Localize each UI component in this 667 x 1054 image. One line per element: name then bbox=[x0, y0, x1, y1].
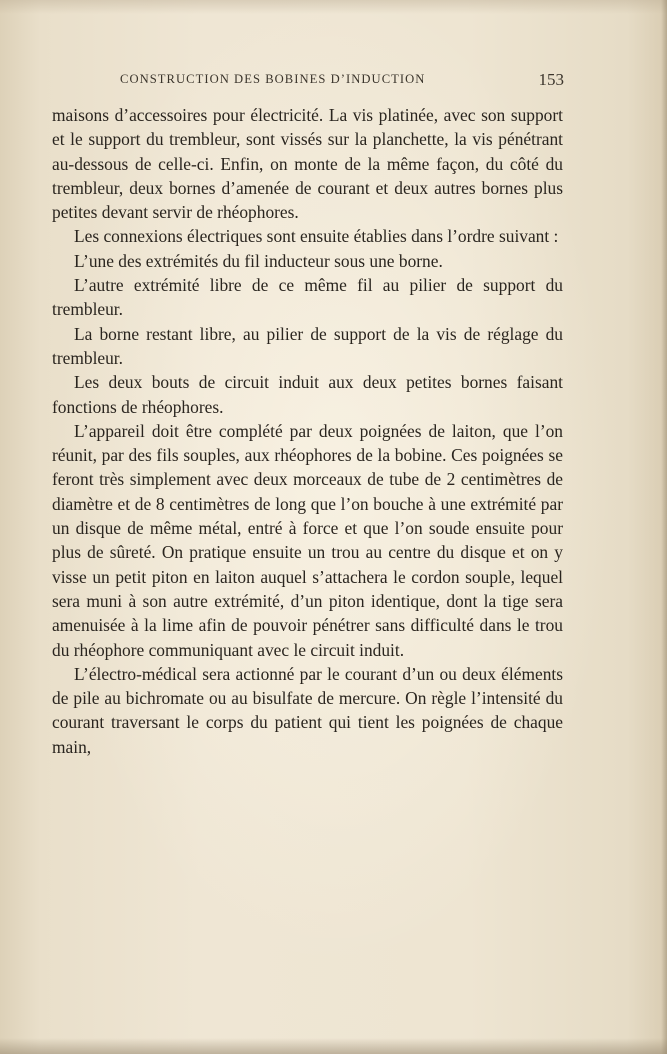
paragraph-connexions-intro: Les connexions électriques sont ensuite établies dans l’ordre suivant : bbox=[74, 226, 559, 247]
running-title: CONSTRUCTION DES BOBINES D’INDUCTION bbox=[120, 72, 426, 86]
page-number: 153 bbox=[538, 70, 564, 89]
page-right-shading bbox=[661, 0, 667, 1054]
paragraph-continuation: maisons d’accessoires pour électricité. La vis platinée, avec son support et le support du trembleur, sont vissés sur la planchette, la vis pénétrant au-dessous de celle-ci. Enfin, on monte de la même façon, du côté du trembleur, deux bornes d’amenée de courant et deux autres bornes plus petites devant servir de rhéophores. bbox=[52, 105, 563, 223]
paragraph-step-2: L’autre extrémité libre de ce même fil au pilier de support du trembleur. bbox=[52, 275, 563, 320]
paragraph-step-4: Les deux bouts de circuit induit aux deux petites bornes faisant fonctions de rhéophores. bbox=[52, 372, 563, 417]
paragraph-step-3: La borne restant libre, au pilier de support de la vis de réglage du trembleur. bbox=[52, 323, 563, 368]
paragraph-step-1: L’une des extrémités du fil inducteur sous une borne. bbox=[74, 250, 443, 271]
running-header bbox=[120, 70, 564, 92]
page-top-shading bbox=[0, 0, 667, 14]
body-text bbox=[52, 103, 563, 759]
paragraph-poignees: L’appareil doit être complété par deux poignées de laiton, que l’on réunit, par des fils souples, aux rhéophores de la bobine. Ces poignées se feront très simplement avec deux morceaux de tube de 2 centimètres de diamètre et de 8 centimètres de long que l’on bouche à une extrémité par un disque de même métal, entré à force et que l’on soude ensuite pour plus de sûreté. On pratique ensuite un trou au centre du disque et on y visse un petit piton en laiton auquel s’attachera le cordon souple, lequel sera muni à son autre extrémité, d’un piton identique, dont la tige sera amenuisée à la lime afin de pouvoir pénétrer sans difficulté dans le trou du rhéophore communiquant avec le circuit induit. bbox=[52, 420, 563, 660]
page-bottom-shading bbox=[0, 1038, 667, 1054]
paragraph-electro-medical: L’électro-médical sera actionné par le courant d’un ou deux éléments de pile au bichromate ou au bisulfate de mercure. On règle l’intensité du courant traversant le corps du patient qui tient les poignées de chaque main, bbox=[52, 663, 563, 757]
